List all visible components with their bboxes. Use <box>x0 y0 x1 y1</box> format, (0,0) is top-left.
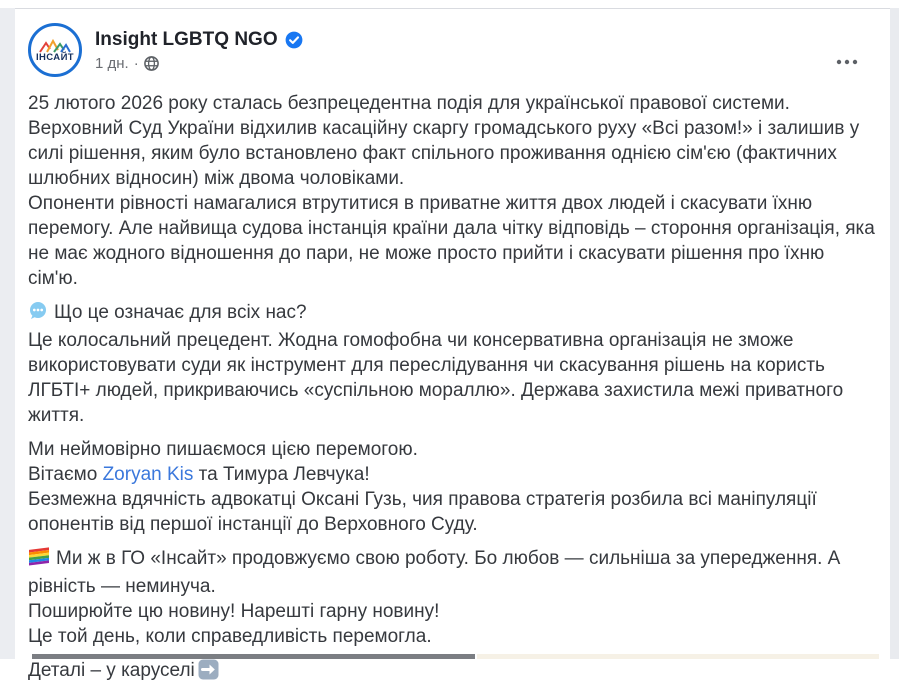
page-background-left <box>0 8 15 659</box>
post-paragraph <box>28 546 877 649</box>
post-meta-row <box>95 55 303 72</box>
carousel-image-right-edge <box>477 654 879 659</box>
insight-logo-icon <box>38 40 72 53</box>
post-text-line: Поширюйте цю новину! Нарешті гарну новину! <box>28 601 440 622</box>
globe-icon <box>144 56 159 71</box>
post-paragraph <box>28 658 877 687</box>
page-background-right <box>890 8 899 659</box>
post-menu-button[interactable] <box>830 47 864 77</box>
author-name[interactable]: Insight LGBTQ NGO <box>95 29 278 50</box>
post-text-line: Ми неймовірно пишаємося цією перемогою. <box>28 439 418 460</box>
profile-link-zoryan-kis[interactable]: Zoryan Kis <box>102 464 194 485</box>
post-text-line <box>28 462 877 487</box>
post-text-line <box>28 300 877 328</box>
post-text-line <box>28 658 877 687</box>
carousel-image-left-edge <box>32 654 475 659</box>
post-header <box>28 23 877 77</box>
post-text: Ми ж в ГО «Інсайт» продовжуємо свою роботу. Бо любов — сильніша за упередження. А рівність — неминуча. <box>28 548 841 597</box>
right-arrow-icon <box>198 659 219 687</box>
post-text: Деталі – у каруселі <box>28 660 195 681</box>
post-text: Вітаємо <box>28 464 103 485</box>
post-paragraph <box>28 300 877 428</box>
avatar[interactable] <box>28 23 82 77</box>
avatar-label: ІНСАЙТ <box>35 51 75 63</box>
meta-dot: · <box>133 55 139 72</box>
post-text-line: 25 лютого 2026 року сталась безпрецедентна подія для української правової системи. <box>28 93 790 114</box>
post-text-line: Верховний Суд України відхилив касаційну скаргу громадського руху «Всі разом!» і залишив у силі рішення, яким було встановлено факт спільного проживання однією сім'єю (фактичних шлюбних відносин) між двома чоловіками. <box>28 118 860 189</box>
timestamp[interactable]: 1 дн. <box>95 55 129 72</box>
post-text: та Тимура Левчука! <box>193 464 370 485</box>
post-text-line: Це той день, коли справедливість перемогла. <box>28 626 432 647</box>
post-text-line: Безмежна вдячність адвокатці Оксані Гузь, чия правова стратегія розбила всі маніпуляції опонентів від першої інстанції до Верховного Суду. <box>28 489 817 535</box>
post-text-line: Опоненти рівності намагалися втрутитися в приватне життя двох людей і скасувати їхню перемогу. Але найвища судова інстанція країни дала чітку відповідь – стороння організація, яка не має жодного відношення до пари, не може просто прийти і скасувати рішення про їхню сім'ю. <box>28 193 875 289</box>
rainbow-flag-icon <box>28 547 50 574</box>
ellipsis-icon <box>836 58 858 66</box>
speech-bubble-icon <box>28 301 48 328</box>
post-card <box>15 8 890 681</box>
post-paragraph <box>28 437 877 537</box>
verified-check-icon <box>285 31 303 49</box>
post-paragraph <box>28 91 877 291</box>
post-text-line <box>28 546 877 599</box>
post-body <box>28 91 877 687</box>
post-text: Що це означає для всіх нас? <box>54 302 307 323</box>
post-text-line: Це колосальний прецедент. Жодна гомофобна чи консервативна організація не зможе використовувати суди як інструмент для переслідування чи скасування рішень на користь ЛГБТІ+ людей, прикриваючись «суспільною мораллю». Держава захистила межі приватного життя. <box>28 330 844 426</box>
carousel-preview-edge[interactable] <box>30 654 881 659</box>
header-meta <box>95 28 303 72</box>
